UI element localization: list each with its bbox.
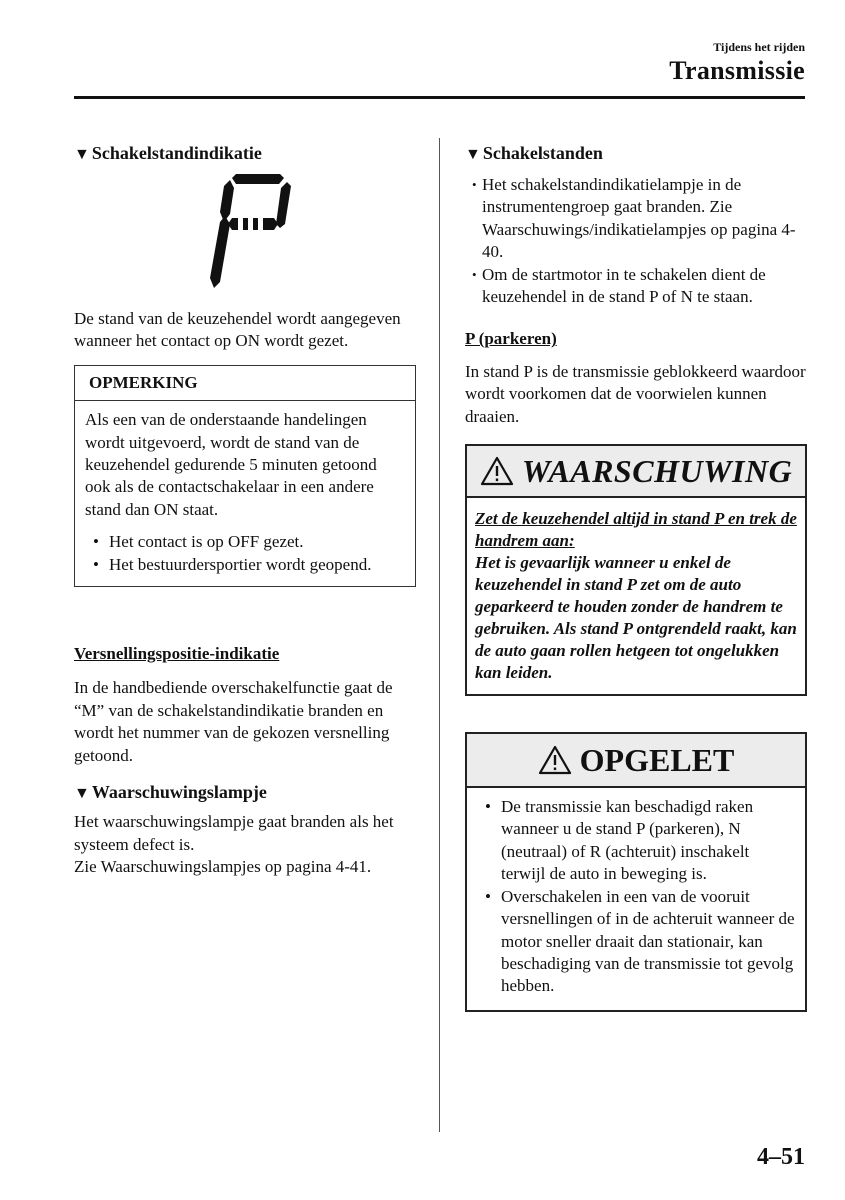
caution-body xyxy=(467,788,805,1010)
caution-triangle-icon xyxy=(538,745,572,775)
caution-box xyxy=(465,732,807,1012)
warning-triangle-icon xyxy=(480,456,514,486)
gear-indication-text: In de handbediende overschakelfunctie gaat de “M” van de schakelstandindikatie branden en wordt het nummer van de gekozen versnelling getoond. xyxy=(74,678,393,765)
sub-heading-versnellingspositie: Versnellingspositie-indikatie xyxy=(74,644,280,664)
list-item: • Het schakelstandindikatielampje in de instrumentengroep gaat branden. Zie Waarschuwings/indikatielampjes op pagina 4-40. xyxy=(465,174,807,264)
warning-body xyxy=(467,498,805,694)
sub-heading-parkeren: P (parkeren) xyxy=(465,329,557,349)
warning-box xyxy=(465,444,807,696)
warning-title: WAARSCHUWING xyxy=(521,452,793,489)
page-title: Transmissie xyxy=(669,56,805,85)
warning-header xyxy=(467,446,805,498)
note-list xyxy=(85,531,405,576)
p-segment-display-icon xyxy=(74,168,416,308)
intro-text: De stand van de keuzehendel wordt aangegeven wanneer het contact op ON wordt gezet. xyxy=(74,309,401,351)
heading-triangle-icon: ▼ xyxy=(465,146,481,163)
schakelstanden-list xyxy=(465,174,807,308)
heading-triangle-icon: ▼ xyxy=(74,785,90,803)
p-display-graphic xyxy=(74,168,416,308)
column-divider xyxy=(439,138,440,1132)
note-text: Als een van de onderstaande handelingen wordt uitgevoerd, wordt de stand van de keuzehendel gedurende 5 minuten getoond ook als de contactschakelaar in een andere stand dan ON staat. xyxy=(85,410,377,519)
heading-triangle-icon: ▼ xyxy=(74,146,90,163)
list-item: • Om de startmotor in te schakelen dient de keuzehendel in de stand P of N te staan. xyxy=(465,264,807,309)
warning-lead: Zet de keuzehendel altijd in stand P en trek de handrem aan: xyxy=(475,509,797,551)
list-item: • Het contact is op OFF gezet. xyxy=(85,531,405,553)
park-text: In stand P is de transmissie geblokkeerd waardoor wordt voorkomen dat de voorwielen kunnen draaien. xyxy=(465,361,806,426)
section-heading-schakelstanden: ▼ Schakelstanden xyxy=(465,143,603,163)
right-column xyxy=(465,140,807,1012)
caution-title: OPGELET xyxy=(579,741,735,778)
list-item: • Overschakelen in een van de vooruit versnellingen of in de achteruit wanneer de motor sneller draait dan stationair, kan beschadiging van de transmissie tot gevolg hebben. xyxy=(477,886,797,998)
list-item: • Het bestuurdersportier wordt geopend. xyxy=(85,554,405,576)
warning-lamp-reference: Zie Waarschuwingslampjes op pagina 4-41. xyxy=(74,856,372,876)
section-heading-schakelstandindikatie: ▼ Schakelstandindikatie xyxy=(74,143,262,163)
section-heading-waarschuwingslampje: ▼ Waarschuwingslampje xyxy=(74,782,267,803)
caution-header xyxy=(467,734,805,788)
header-rule xyxy=(74,96,805,99)
warning-text: Het is gevaarlijk wanneer u enkel de keuzehendel in stand P zet om de auto geparkeerd te houden zonder de handrem te gebruiken. Als stand P ontgrendeld raakt, kan de auto gaan rollen hetgeen tot ongelukken kan leiden. xyxy=(475,553,797,683)
left-column xyxy=(74,140,416,878)
note-box xyxy=(74,365,416,587)
caution-list xyxy=(477,796,797,998)
header-section-label: Tijdens het rijden xyxy=(713,40,805,54)
note-heading: OPMERKING xyxy=(75,366,415,401)
running-header xyxy=(713,40,805,55)
page-number: 4–51 xyxy=(757,1144,805,1170)
note-body xyxy=(75,401,415,586)
warning-lamp-text: Het waarschuwingslampje gaat branden als het systeem defect is. xyxy=(74,812,394,854)
list-item: • De transmissie kan beschadigd raken wanneer u de stand P (parkeren), N (neutraal) of R (achteruit) inschakelt terwijl de auto in beweging is. xyxy=(477,796,797,886)
